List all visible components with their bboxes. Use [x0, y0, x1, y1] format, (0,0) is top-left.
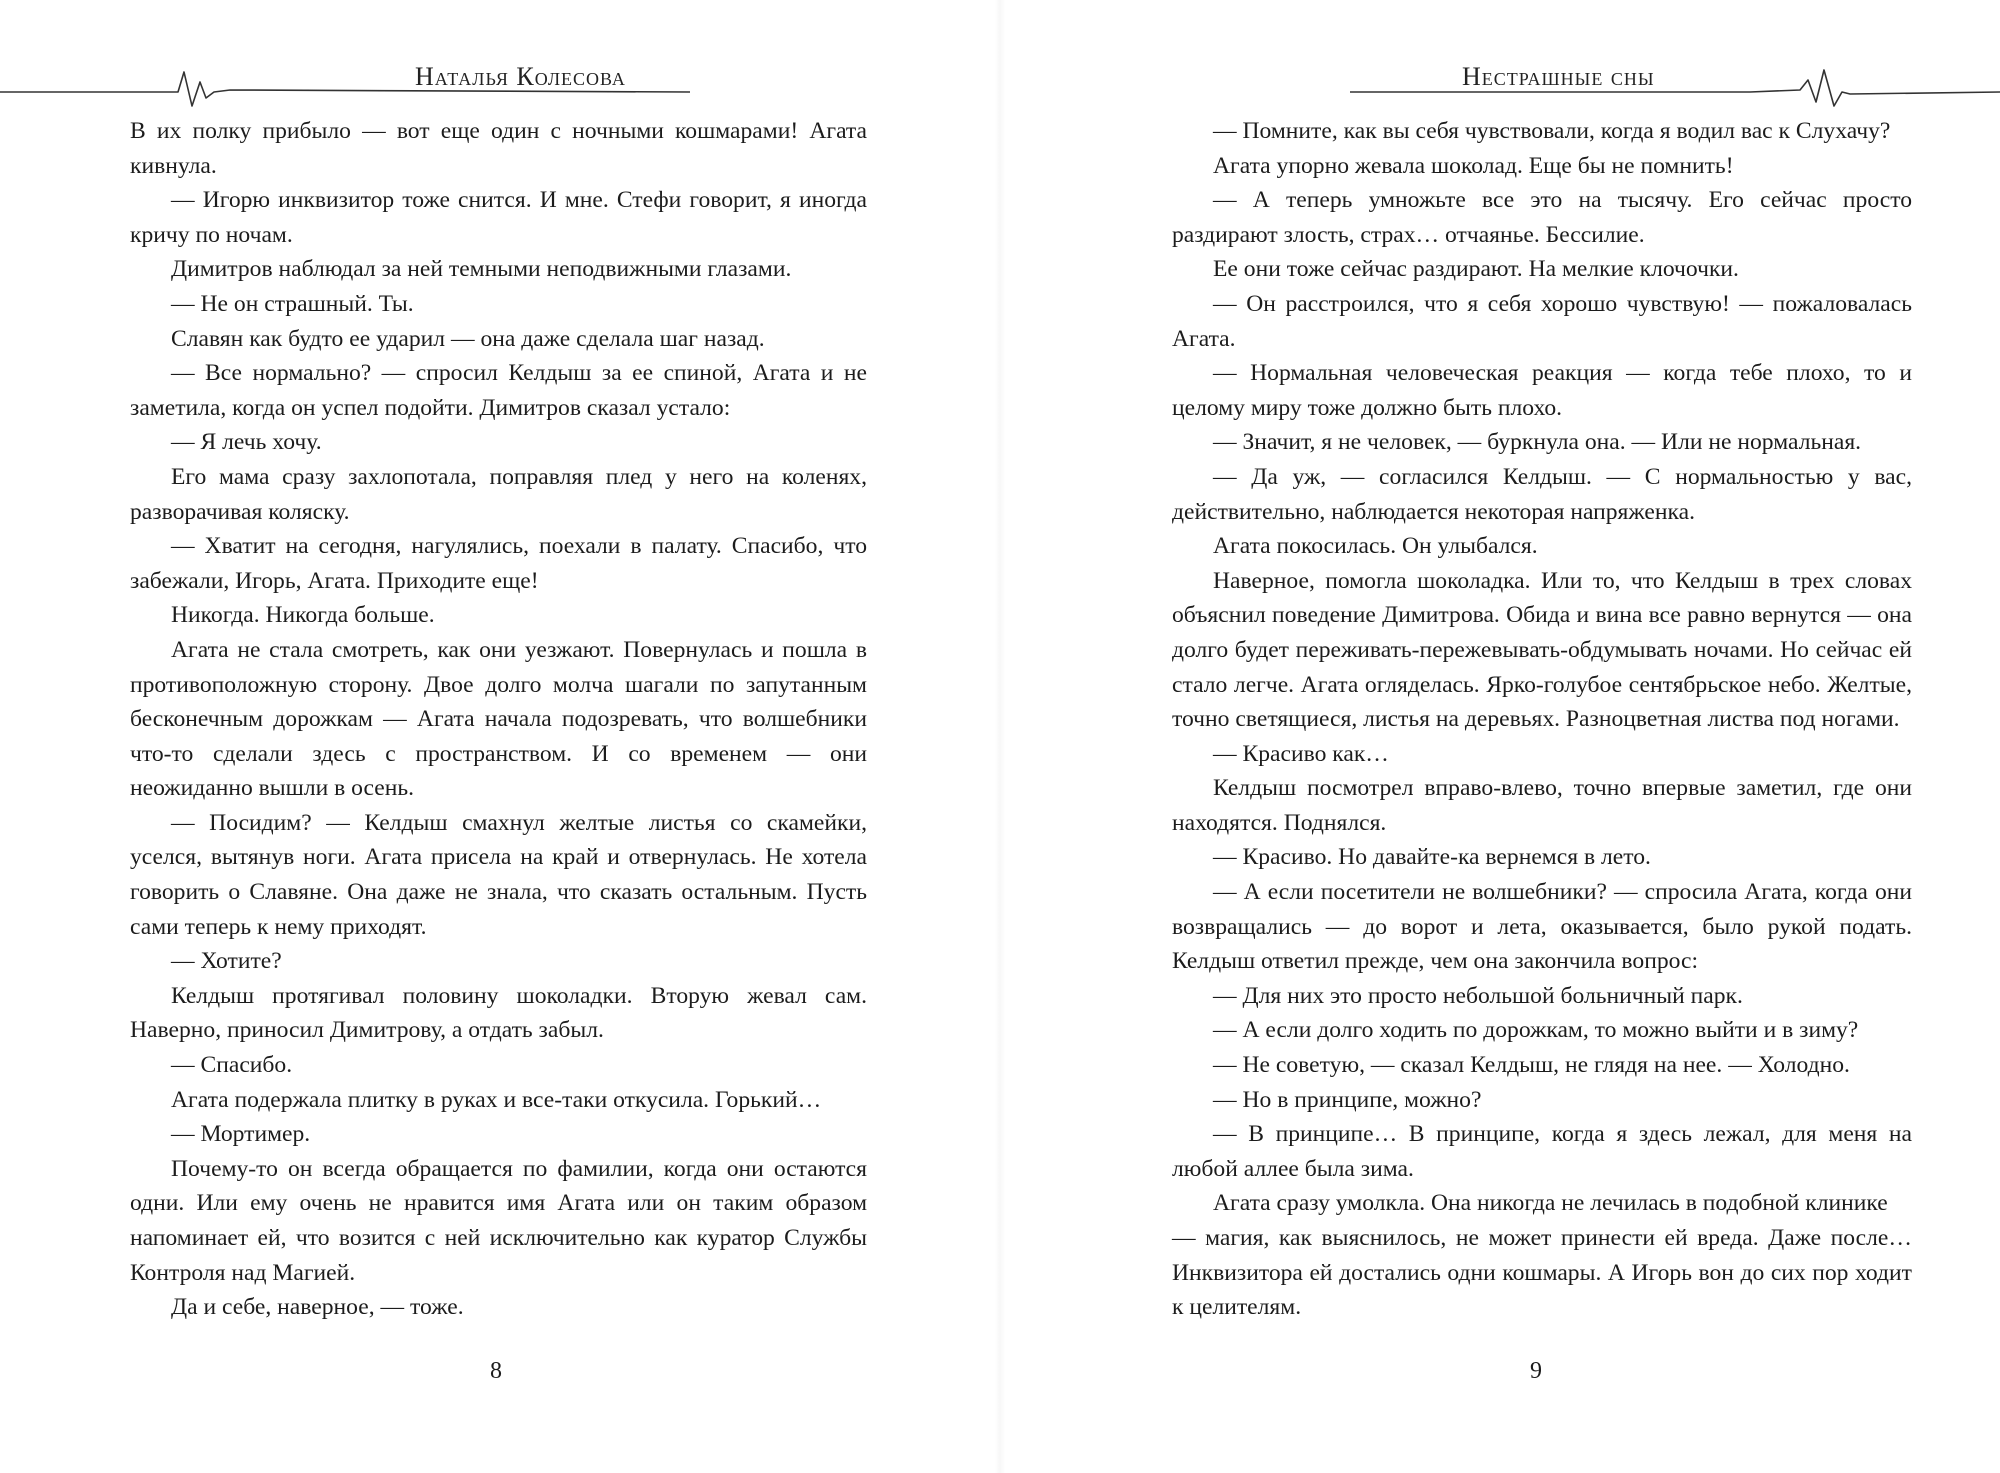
- header-book-title: Нестрашные сны: [1462, 62, 1655, 91]
- paragraph: Почему-то он всегда обращается по фамилии, когда они остаются одни. Или ему очень не нравится имя Агата или он таким образом напоминает ей, что возится с ней исключительно как куратор Службы Контроля над Магией.: [130, 1155, 867, 1286]
- paragraph: Агата покосилась. Он улыбался.: [1213, 533, 1538, 560]
- paragraph: — А если посетители не волшебники? — спросила Агата, когда они возвращались — до ворот и лета, оказывается, было рукой подать. Келдыш ответил прежде, чем она закончила вопрос:: [1172, 879, 1912, 975]
- page-number: 9: [1530, 1358, 1542, 1384]
- paragraph: — Красиво. Но давайте-ка вернемся в лето.: [1213, 844, 1651, 871]
- paragraph: Агата не стала смотреть, как они уезжают. Повернулась и пошла в противоположную сторону. Двое долго молча шагали по запутанным бесконечным дорожкам — Агата начала подозревать, что волшебники что-то сделали здесь с пространством. И со временем — они неожиданно вышли в осень.: [130, 636, 867, 802]
- header-author-name: Наталья Колесова: [415, 62, 626, 91]
- paragraph: В их полку прибыло — вот еще один с ночными кошмарами! Агата кивнула.: [130, 118, 867, 179]
- paragraph: — Не советую, — сказал Келдыш, не глядя на нее. — Холодно.: [1213, 1052, 1850, 1079]
- right-running-header: [1350, 50, 2000, 110]
- page-number: 8: [490, 1358, 502, 1384]
- paragraph: Агата подержала плитку в руках и все-таки откусила. Горький…: [171, 1086, 822, 1113]
- paragraph: — А если долго ходить по дорожкам, то можно выйти и в зиму?: [1213, 1017, 1859, 1044]
- paragraph: Да и себе, наверное, — тоже.: [171, 1294, 464, 1321]
- paragraph: Келдыш посмотрел вправо-влево, точно впервые заметил, где они находятся. Поднялся.: [1172, 775, 1912, 836]
- paragraph: — магия, как выяснилось, не может принести ей вреда. Даже после… Инквизитора ей достались одни кошмары. А Игорь вон до сих пор ходит к целителям.: [1172, 1225, 1912, 1321]
- paragraph: — Нормальная человеческая реакция — когда тебе плохо, то и целому миру тоже должно быть плохо.: [1172, 360, 1912, 421]
- paragraph: Агата упорно жевала шоколад. Еще бы не помнить!: [1213, 152, 1734, 179]
- paragraph: — Игорю инквизитор тоже снится. И мне. Стефи говорит, я иногда кричу по ночам.: [130, 187, 867, 248]
- left-running-header: [0, 50, 700, 110]
- paragraph: — Хотите?: [171, 948, 282, 975]
- heartbeat-line-ornament: [1350, 50, 2000, 110]
- paragraph: Димитров наблюдал за ней темными неподвижными глазами.: [171, 256, 792, 283]
- paragraph: Агата сразу умолкла. Она никогда не лечилась в подобной клинике: [1213, 1190, 1888, 1217]
- right-page-text: [1172, 114, 1912, 1325]
- paragraph: — Мортимер.: [171, 1121, 311, 1148]
- paragraph: — Он расстроился, что я себя хорошо чувствую! — пожаловалась Агата.: [1172, 290, 1912, 352]
- paragraph: Никогда. Никогда больше.: [171, 602, 435, 629]
- paragraph: — В принципе… В принципе, когда я здесь лежал, для меня на любой аллее была зима.: [1172, 1121, 1912, 1182]
- paragraph: — Да уж, — согласился Келдыш. — С нормальностью у вас, действительно, наблюдается некоторая напряженка.: [1172, 463, 1912, 525]
- paragraph: — Хватит на сегодня, нагулялись, поехали в палату. Спасибо, что забежали, Игорь, Агата. Приходите еще!: [130, 533, 867, 594]
- paragraph: Келдыш протягивал половину шоколадки. Вторую жевал сам. Наверно, приносил Димитрову, а отдать забыл.: [130, 982, 867, 1044]
- paragraph: — Но в принципе, можно?: [1213, 1086, 1482, 1113]
- paragraph: Славян как будто ее ударил — она даже сделала шаг назад.: [171, 325, 765, 352]
- paragraph: — А теперь умножьте все это на тысячу. Его сейчас просто раздирают злость, страх… отчаянье. Бессилие.: [1172, 187, 1912, 248]
- paragraph: Наверное, помогла шоколадка. Или то, что Келдыш в трех словах объяснил поведение Димитрова. Обида и вина все равно вернутся — она долго будет переживать-пережевывать-обдумывать ночами. Но сейчас ей стало легче. Агата огляделась. Ярко-голубое сентябрьское небо. Желтые, точно светящиеся, листья на деревьях. Разноцветная листва под ногами.: [1172, 567, 1912, 733]
- paragraph: Его мама сразу захлопотала, поправляя плед у него на коленях, разворачивая коляску.: [130, 463, 867, 525]
- paragraph: — Не он страшный. Ты.: [171, 290, 414, 317]
- right-page: [1000, 0, 2000, 1473]
- paragraph: — Помните, как вы себя чувствовали, когда я водил вас к Слухачу?: [1213, 118, 1891, 144]
- paragraph: — Я лечь хочу.: [171, 429, 322, 456]
- paragraph: — Красиво как…: [1213, 740, 1389, 767]
- paragraph: — Для них это просто небольшой больничный парк.: [1213, 982, 1743, 1009]
- paragraph: — Спасибо.: [171, 1052, 293, 1079]
- paragraph: — Значит, я не человек, — буркнула она. — Или не нормальная.: [1213, 429, 1862, 456]
- paragraph: Ее они тоже сейчас раздирают. На мелкие клочочки.: [1213, 256, 1739, 283]
- paragraph: — Все нормально? — спросил Келдыш за ее спиной, Агата и не заметила, когда он успел подойти. Димитров сказал устало:: [130, 360, 867, 421]
- paragraph: — Посидим? — Келдыш смахнул желтые листья со скамейки, уселся, вытянув ноги. Агата присела на край и отвернулась. Не хотела говорить о Славяне. Она даже не знала, что сказать остальным. Пусть сами теперь к нему приходят.: [130, 809, 867, 940]
- left-page-text: [130, 114, 867, 1325]
